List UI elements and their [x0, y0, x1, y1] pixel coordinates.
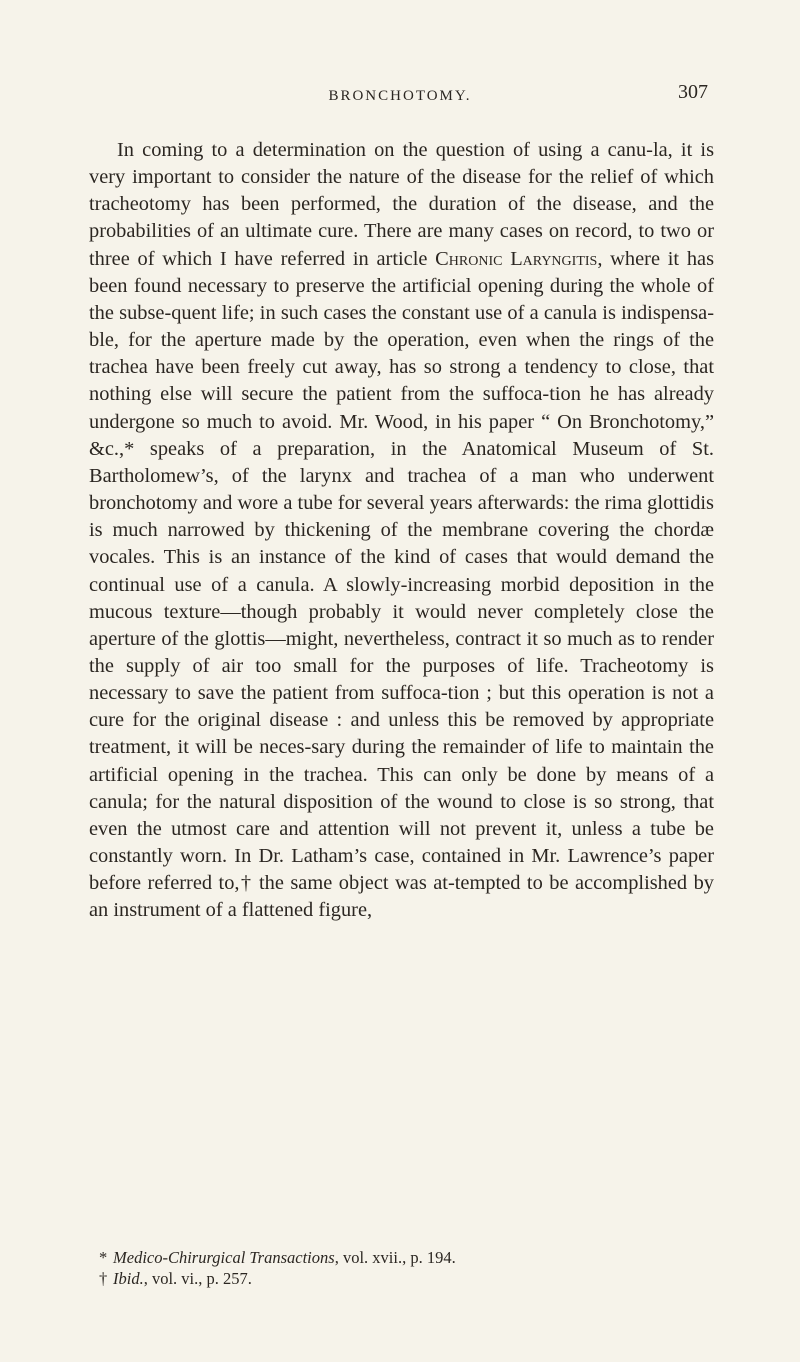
footnote-reference: , vol. vi., p. 257. [143, 1269, 252, 1288]
footnote-marker: * [99, 1248, 108, 1267]
footnote-source: Medico-Chirurgical Transactions [113, 1248, 335, 1267]
footnote-reference: , vol. xvii., p. 194. [334, 1248, 456, 1267]
footnote-1 [89, 1247, 714, 1268]
footnote-2 [89, 1268, 714, 1289]
footnote-source: Ibid. [113, 1269, 144, 1288]
body-text-part-2: , where it has been found necessary to preserve the artificial opening during the whole of the subse-quent life; in such cases the constant use of a canula is indispensa-ble, for the aperture made by the operation, even when the rings of the trachea have been freely cut away, has so strong a tendency to close, that nothing else will secure the patient from the suffoca-tion he has already undergone so much to avoid. Mr. Wood, in his paper “ On Bronchotomy,” &c.,* speaks of a preparation, in the Anatomical Museum of St. Bartholomew’s, of the larynx and trachea of a man who underwent bronchotomy and wore a tube for several years afterwards: the rima glottidis is much narrowed by thickening of the membrane covering the chordæ vocales. This is an instance of the kind of cases that would demand the continual use of a canula. A slowly-increasing morbid deposition in the mucous texture—though probably it would never completely close the aperture of the glottis—might, nevertheless, contract it so much as to render the supply of air too small for the purposes of life. Tracheotomy is necessary to save the patient from suffoca-tion ; but this operation is not a cure for the original disease : and unless this be removed by appropriate treatment, it will be neces-sary during the remainder of life to maintain the artificial opening in the trachea. This can only be done by means of a canula; for the natural disposition of the wound to close is so strong, that even the utmost care and attention will not prevent it, unless a tube be constantly worn. In Dr. Latham’s case, contained in Mr. Lawrence’s paper before referred to,† the same object was at-tempted to be accomplished by an instrument of a flattened figure, [89, 247, 715, 922]
running-title: BRONCHOTOMY. [328, 88, 472, 104]
running-head [0, 81, 800, 108]
footnotes [89, 1247, 714, 1289]
body-text-part-1: In coming to a determination on the question of using a canu-la, it is very important to consider the nature of the disease for the relief of which tracheotomy has been performed, the duration of the disease, and the probabilities of an ultimate cure. There are many cases on record, to two or three of which I have referred in article [89, 139, 714, 270]
footnote-marker: † [99, 1269, 108, 1288]
body-paragraph [89, 137, 714, 925]
chronic-laryngitis-reference: Chronic Laryngitis [435, 247, 598, 270]
page-number: 307 [678, 81, 708, 103]
